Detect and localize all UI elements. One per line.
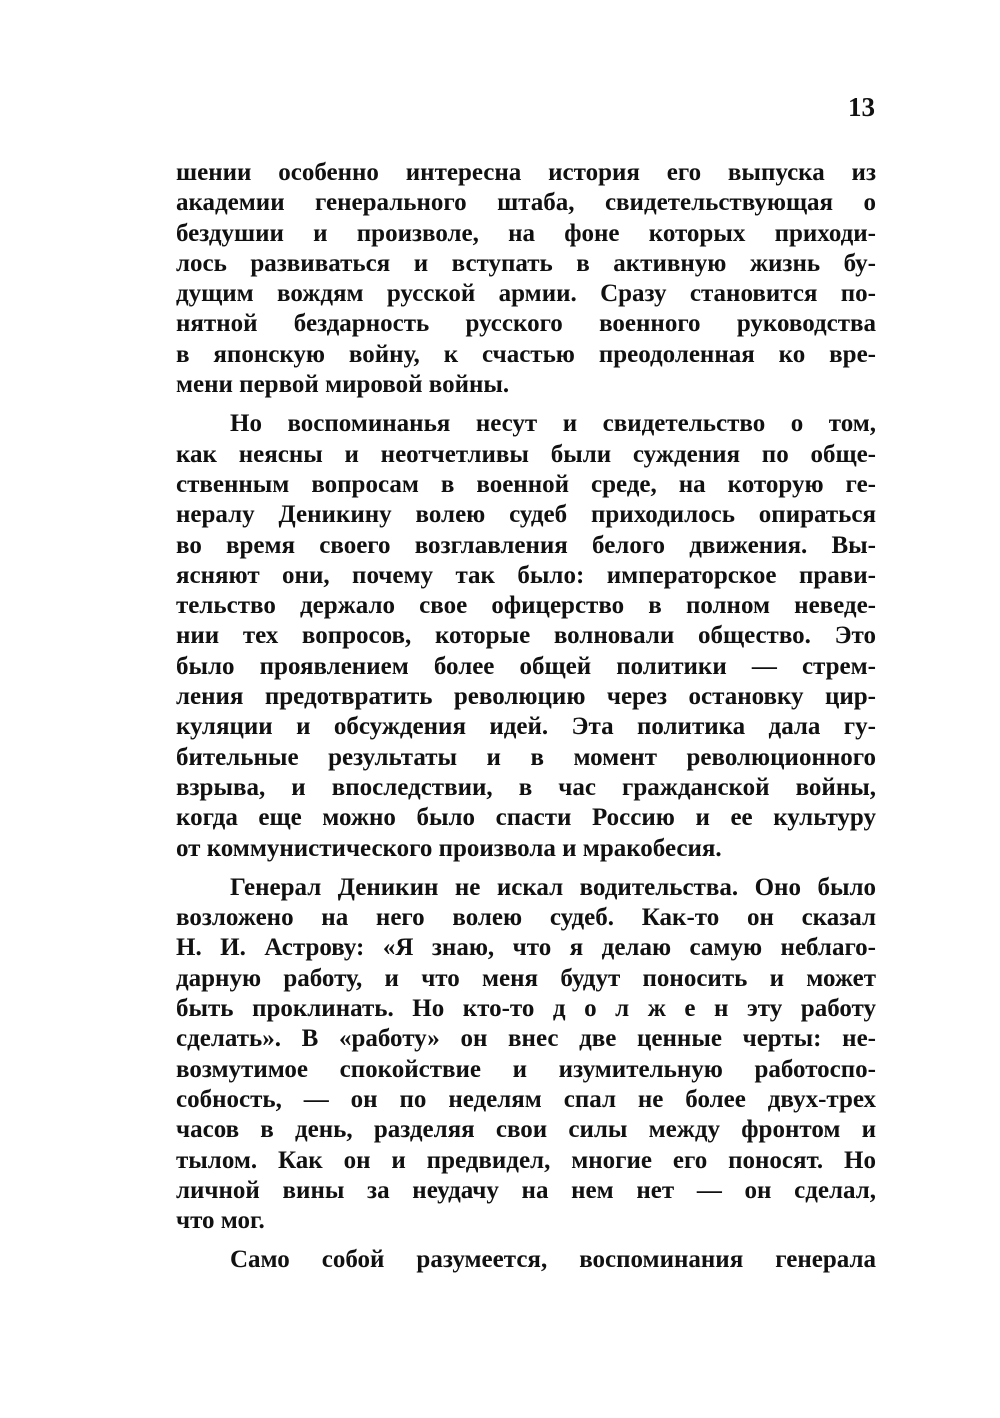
text-line: Но воспоминанья несут и свидетельство о том, — [230, 410, 876, 438]
paragraph — [176, 1245, 876, 1275]
text-line: взрыва, и впоследствии, в час гражданской войны, — [176, 773, 876, 801]
text-line: что мог. — [176, 1207, 265, 1235]
text-line: возложено на него волею судеб. Как-то он сказал — [176, 904, 876, 932]
paragraph — [176, 158, 876, 400]
text-line: часов в день, разделяя свои силы между фронтом и — [176, 1116, 876, 1144]
text-line: Н. И. Астрову: «Я знаю, что я делаю самую неблаго- — [176, 934, 876, 962]
text-line: когда еще можно было спасти Россию и ее культуру — [176, 804, 876, 832]
text-line: лось развиваться и вступать в активную жизнь бу- — [176, 249, 876, 277]
text-line: во время своего возглавления белого движения. Вы- — [176, 531, 876, 559]
text-line: нии тех вопросов, которые волновали общество. Это — [176, 622, 876, 650]
text-line: тельство держало свое офицерство в полном неведе- — [176, 592, 876, 620]
text-line: Генерал Деникин не искал водительства. Оно было — [230, 873, 876, 901]
text-line: Само собой разумеется, воспоминания генерала — [230, 1246, 876, 1274]
text-line: академии генерального штаба, свидетельствующая о — [176, 189, 876, 217]
text-line: сделать». В «работу» он внес две ценные черты: не- — [176, 1025, 876, 1053]
text-line: шении особенно интересна история его выпуска из — [176, 159, 876, 186]
text-line: дарную работу, и что меня будут поносить и может — [176, 964, 876, 992]
text-line: в японскую войну, к счастью преодоленная ко вре- — [176, 340, 876, 368]
text-line: собность, — он по неделям спал не более двух-трех — [176, 1085, 876, 1113]
text-line: бездушии и произволе, на фоне которых приходи- — [176, 219, 876, 247]
text-line: тылом. Как он и предвидел, многие его поносят. Но — [176, 1146, 876, 1174]
text-line: мени первой мировой войны. — [176, 371, 510, 399]
text-line: нятной бездарность русского военного руководства — [176, 310, 876, 338]
text-line: возмутимое спокойствие и изумительную работоспо- — [176, 1055, 876, 1083]
text-line: ственным вопросам в военной среде, на которую ге- — [176, 470, 876, 498]
text-line: личной вины за неудачу на нем нет — он сделал, — [176, 1176, 876, 1204]
text-line: быть проклинать. Но кто-то д о л ж е н эту работу — [176, 995, 876, 1023]
text-line: ления предотвратить революцию через остановку цир- — [176, 683, 876, 711]
text-line: ясняют они, почему так было: императорское прави- — [176, 561, 876, 589]
text-line: дущим вождям русской армии. Сразу становится по- — [176, 280, 876, 308]
paragraph — [176, 409, 876, 863]
body-text — [176, 158, 876, 1276]
paragraph — [176, 873, 876, 1237]
text-line: было проявлением более общей политики — стрем- — [176, 652, 876, 680]
text-line: от коммунистического произвола и мракобесия. — [176, 834, 722, 862]
text-line: бительные результаты и в момент революционного — [176, 743, 876, 771]
page-number: 13 — [848, 92, 875, 122]
text-line: нералу Деникину волею судеб приходилось опираться — [176, 501, 876, 529]
text-line: как неясны и неотчетливы были суждения по обще- — [176, 440, 876, 468]
text-line: куляции и обсуждения идей. Эта политика дала гу- — [176, 713, 876, 741]
